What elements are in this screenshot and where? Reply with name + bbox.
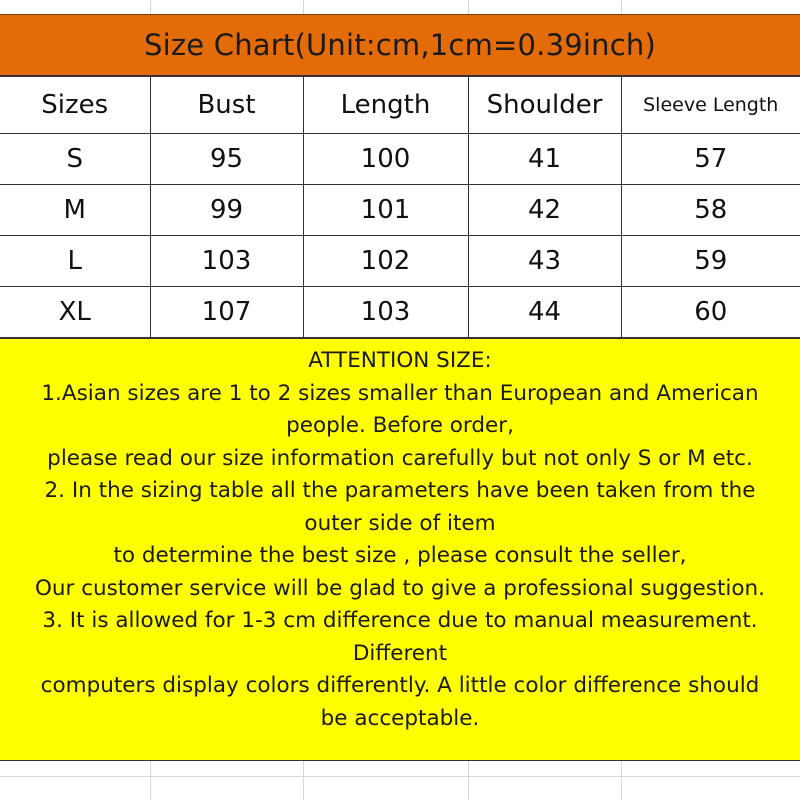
sleeve-length-cell: 57 [621,134,800,185]
column-header: Bust [150,77,303,134]
bust-cell: 103 [150,236,303,287]
shoulder-cell: 42 [468,185,621,236]
length-cell: 101 [303,185,468,236]
notice-line: 1.Asian sizes are 1 to 2 sizes smaller than European and American [41,380,759,406]
table-row [0,134,800,185]
size-chart [0,14,800,761]
notice-line: Our customer service will be glad to give a professional suggestion. [35,575,765,601]
gridline [0,776,800,777]
column-header: Shoulder [468,77,621,134]
shoulder-cell: 43 [468,236,621,287]
length-cell: 100 [303,134,468,185]
column-header: Sizes [0,77,150,134]
table-row [0,287,800,338]
notice-line: outer side of item [304,510,496,536]
notice-line: 3. It is allowed for 1-3 cm difference due to manual measurement. [42,608,758,633]
size-chart-title: Size Chart(Unit:cm,1cm=0.39inch) [0,14,800,76]
sleeve-length-cell: 58 [621,185,800,236]
column-header: Sleeve Length [621,77,800,134]
length-cell: 102 [303,236,468,287]
table-row [0,236,800,287]
notice-heading: ATTENTION SIZE: [308,348,492,373]
size-cell: M [0,185,150,236]
notice-line: please read our size information carefully but not only S or M etc. [47,445,753,471]
sleeve-length-cell: 60 [621,287,800,338]
header-row [0,77,800,134]
length-cell: 103 [303,287,468,338]
notice-line: Different [352,640,448,666]
notice-line: people. Before order, [286,413,514,438]
column-header: Length [303,77,468,134]
notice-line: computers display colors differently. A little color difference should [40,673,760,698]
shoulder-cell: 44 [468,287,621,338]
size-table [0,76,800,338]
size-cell: S [0,134,150,185]
size-cell: XL [0,287,150,338]
bust-cell: 95 [150,134,303,185]
notice-line: to determine the best size , please consult the seller, [113,543,687,568]
attention-notice [0,338,800,761]
shoulder-cell: 41 [468,134,621,185]
bust-cell: 107 [150,287,303,338]
bust-cell: 99 [150,185,303,236]
table-row [0,185,800,236]
size-cell: L [0,236,150,287]
sleeve-length-cell: 59 [621,236,800,287]
notice-line: be acceptable. [320,705,480,731]
notice-line: 2. In the sizing table all the parameters have been taken from the [44,478,756,503]
